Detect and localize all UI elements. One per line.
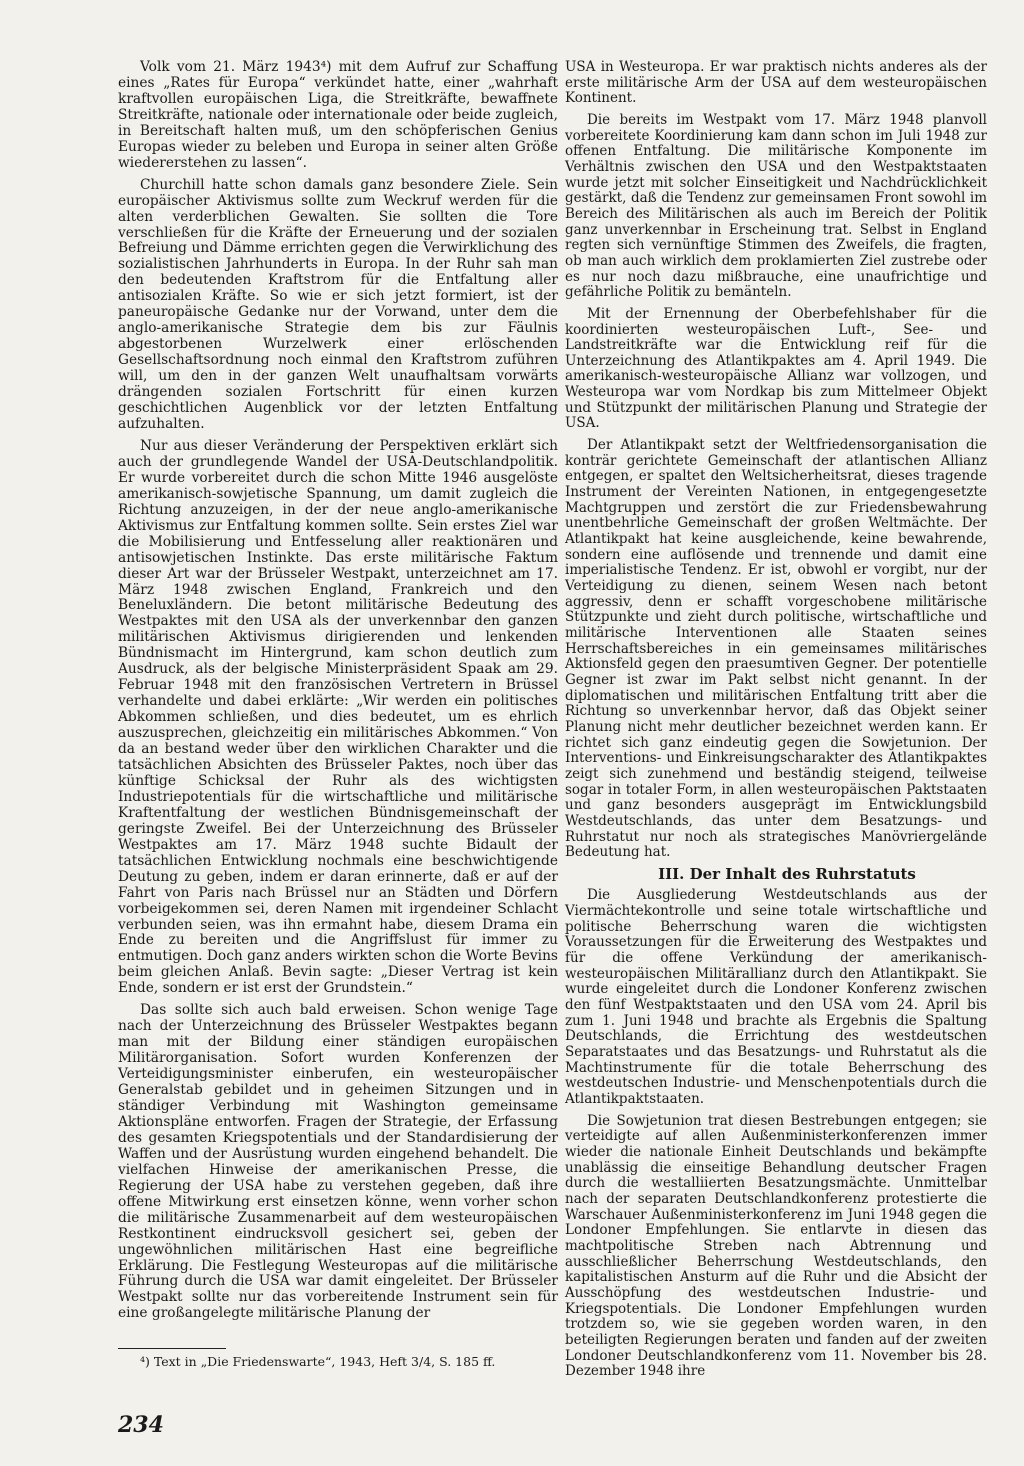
paragraph: Die Ausgliederung Westdeutschlands aus der Viermächtekontrolle und seine totale wirtschaftliche und politische Beherrschung waren die wichtigsten Voraussetzungen für die Erweiterung des Westpaktes und für die offene Verkündung der amerikanisch-westeuropäischen Militärallianz durch den Atlantikpakt. Sie wurde eingeleitet durch die Londoner Konferenz zwischen den fünf Westpaktstaaten und den USA vom 24. April bis zum 1. Juni 1948 und brachte als Ergebnis die Spaltung Deutschlands, die Errichtung des westdeutschen Separatstaates und das Besatzungs- und Ruhrstatut als die Machtinstrumente für die totale Beherrschung des westdeutschen Industrie- und Menschenpotentials durch die Atlantikpaktstaaten. [565, 887, 987, 1107]
paragraph: Der Atlantikpakt setzt der Weltfriedensorganisation die konträr gerichtete Gemeinschaft der atlantischen Allianz entgegen, er spaltet den Weltsicherheitsrat, dieses tragende Instrument der Vereinten Nationen, in entgegengesetzte Machtgruppen und zerstört die zur Friedensbewahrung unentbehrliche Gemeinschaft der großen Weltmächte. Der Atlantikpakt hat keine ausgleichende, keine bewahrende, sondern eine auflösende und trennende und damit eine imperialistische Tendenz. Er ist, obwohl er vorgibt, nur der Verteidigung zu dienen, seinem Wesen nach betont aggressiv, denn er schafft vorgeschobene militärische Stützpunkte und zieht durch politische, wirtschaftliche und militärische Interventionen alle Staaten seines Herrschaftsbereiches in ein gemeinsames militärisches Aktionsfeld gegen den praesumtiven Gegner. Der potentielle Gegner ist zwar im Pakt selbst nicht genannt. In der diplomatischen und militärischen Entfaltung tritt aber die Richtung so unverkennbar hervor, daß das Objekt seiner Planung nicht mehr deutlicher bezeichnet werden kann. Er richtet sich ganz eindeutig gegen die Sowjetunion. Der Interventions- und Einkreisungscharakter des Atlantikpaktes zeigt sich zunehmend und beständig steigend, teilweise sogar in totaler Form, in allen westeuropäischen Paktstaaten und ganz besonders ausgeprägt im Entwicklungsbild Westdeutschlands, das unter dem Besatzungs- und Ruhrstatut nur noch als strategisches Manövriergelände Bedeutung hat. [565, 437, 987, 861]
paragraph: Mit der Ernennung der Oberbefehlshaber für die koordinierten westeuropäischen Luft-, See- und Landstreitkräfte war die Entwicklung reif für die Unterzeichnung des Atlantikpaktes am 4. April 1949. Die amerikanisch-westeuropäische Allianz war vollzogen, und Westeuropa war vom Nordkap bis zum Mittelmeer Objekt und Stützpunkt der militärischen Planung und Strategie der USA. [565, 305, 987, 432]
right-text-column [565, 60, 987, 1386]
paragraph: Die Sowjetunion trat diesen Bestrebungen entgegen; sie verteidigte auf allen Außenministerkonferenzen immer wieder die nationale Einheit Deutschlands und bekämpfte unablässig die einseitige Behandlung deutscher Fragen durch die westalliierten Besatzungsmächte. Unmittelbar nach der separaten Deutschlandkonferenz protestierte die Warschauer Außenministerkonferenz im Juni 1948 gegen die Londoner Empfehlungen. Sie entlarvte in diesen das machtpolitische Streben nach Abtrennung und ausschließlicher Beherrschung Westdeutschlands, den kapitalistischen Ansturm auf die Ruhr und die Absicht der Ausschöpfung des westdeutschen Industrie- und Kriegspotentials. Die Londoner Empfehlungen wurden trotzdem so, wie sie gegeben worden waren, in den beteiligten Regierungen beraten und fanden auf der zweiten Londoner Deutschlandkonferenz vom 11. November bis 28. Dezember 1948 ihre [565, 1112, 987, 1380]
paragraph: Volk vom 21. März 1943⁴) mit dem Aufruf zur Schaffung eines „Rates für Europa“ verkündet hatte, einer „wahrhaft kraftvollen europäischen Liga, die Streitkräfte, bewaffnete Streitkräfte, nationale oder internationale oder beide zugleich, in Bereitschaft halten muß, um den schöpferischen Genius Europas wieder zu beleben und Europa in seiner alten Größe wiedererstehen zu lassen“. [118, 59, 558, 171]
paragraph: Das sollte sich auch bald erweisen. Schon wenige Tage nach der Unterzeichnung des Brüsseler Westpaktes begann man mit der Bildung einer ständigen europäischen Militärorganisation. Sofort wurden Konferenzen der Verteidigungsminister einberufen, ein westeuropäischer Generalstab gebildet und in geheimen Sitzungen und in ständiger Verbindung mit Washington gemeinsame Aktionspläne entworfen. Fragen der Strategie, der Erfassung des gesamten Kriegspotentials und der Standardisierung der Waffen und der Ausrüstung wurden eingehend behandelt. Die vielfachen Hinweise der amerikanischen Presse, die Regierung der USA habe zu verstehen gegeben, daß ihre offene Mitwirkung erst einsetzen könne, wenn vorher schon die militärische Zusammenarbeit auf dem westeuropäischen Restkontinent eindrucksvoll gesichert sei, geben der ungewöhnlichen militärischen Hast eine begreifliche Erklärung. Die Festlegung Westeuropas auf die militärische Führung durch die USA war damit eingeleitet. Der Brüsseler Westpakt sollte nur das vorbereitende Instrument sein für eine großangelegte militärische Planung der [118, 1002, 558, 1322]
paragraph: Churchill hatte schon damals ganz besondere Ziele. Sein europäischer Aktivismus sollte zum Weckruf werden für die alten verderblichen Gewalten. Sie sollten die Tore verschließen für die Kräfte der Erneuerung und der sozialen Befreiung und Dämme errichten gegen die Verwirklichung des sozialistischen Jahrhunderts in Europa. In der Ruhr sah man den bedeutenden Kraftstrom für die Entfaltung aller antisozialen Kräfte. So wie er sich jetzt formiert, ist der paneuropäische Gedanke nur der Vorwand, unter dem die anglo-amerikanische Strategie dem bis zur Fäulnis abgestorbenen Wurzelwerk einer erlöschenden Gesellschaftsordnung noch einmal den Kraftstrom zuführen will, um den in der ganzen Welt unaufhaltsam vorwärts drängenden sozialen Fortschritt für einen kurzen geschichtlichen Augenblick vor der letzten Entfaltung aufzuhalten. [118, 176, 558, 432]
paragraph: USA in Westeuropa. Er war praktisch nichts anderes als der erste militärische Arm der USA auf dem westeuropäischen Kontinent. [565, 59, 987, 107]
footnote: ⁴) Text in „Die Friedenswarte“, 1943, Heft 3/4, S. 185 ff. [140, 1354, 496, 1369]
footnote-rule [118, 1348, 226, 1349]
page-number: 234 [118, 1412, 164, 1438]
paragraph: Nur aus dieser Veränderung der Perspektiven erklärt sich auch der grundlegende Wandel der USA-Deutschlandpolitik. Er wurde vorbereitet durch die schon Mitte 1946 ausgelöste amerikanisch-sowjetische Spannung, um damit zugleich die Richtung anzuzeigen, in der der neue anglo-amerikanische Aktivismus zur Entfaltung kommen sollte. Sein erstes Ziel war die Mobilisierung und Entfesselung aller reaktionären und antisowjetischen Instinkte. Das erste militärische Faktum dieser Art war der Brüsseler Westpakt, unterzeichnet am 17. März 1948 zwischen England, Frankreich und den Beneluxländern. Die betont militärische Bedeutung des Westpaktes mit den USA als der unverkennbar den ganzen militärischen Aktivismus dirigierenden und lenkenden Bündnismacht im Hintergrund, kam schon deutlich zum Ausdruck, als der belgische Ministerpräsident Spaak am 29. Februar 1948 mit den französischen Vertretern in Brüssel verhandelte und dabei erklärte: „Wir werden ein politisches Abkommen schließen, und dies bedeutet, um es ehrlich auszusprechen, gleichzeitig ein militärisches Abkommen.“ Von da an bestand weder über den wirklichen Charakter und die tatsächlichen Absichten des Brüsseler Paktes, noch über das künftige Schicksal der Ruhr als des wichtigsten Industriepotentials für die wirtschaftliche und militärische Kraftentfaltung der westlichen Bündnisgemeinschaft der geringste Zweifel. Bei der Unterzeichnung des Brüsseler Westpaktes am 17. März 1948 suchte Bidault der tatsächlichen Entwicklung nochmals eine beschwichtigende Deutung zu geben, indem er daran erinnerte, daß er auf der Fahrt von Paris nach Brüssel nur an Städten und Dörfern vorbeigekommen sei, deren Namen mit irgendeiner Schlacht verbunden seien, was ihn ermahnt habe, diesem Drama ein Ende zu bereiten und die Angriffslust für immer zu entmutigen. Doch ganz anders wirkten schon die Worte Bevins beim gleichen Anlaß. Bevin sagte: „Dieser Vertrag ist kein Ende, sondern er ist erst der Grundstein.“ [118, 437, 558, 997]
paragraph: Die bereits im Westpakt vom 17. März 1948 planvoll vorbereitete Koordinierung kam dann schon im Juli 1948 zur offenen Entfaltung. Die militärische Komponente im Verhältnis zwischen den USA und den Westpaktstaaten wurde jetzt mit solcher Einseitigkeit und Nachdrücklichkeit gestärkt, daß die Tendenz zur gemeinsamen Front sowohl im Bereich des Militärischen als auch im Bereich der Politik ganz unverkennbar in Erscheinung trat. Selbst in England regten sich vernünftige Stimmen des Zweifels, die fragten, ob man auch wirklich dem proklamierten Ziel zustrebe oder es nur noch dazu mißbrauche, eine unaufrichtige und gefährliche Politik zu bemänteln. [565, 111, 987, 301]
left-text-column [118, 60, 558, 1328]
section-heading: III. Der Inhalt des Ruhrstatuts [658, 864, 916, 883]
